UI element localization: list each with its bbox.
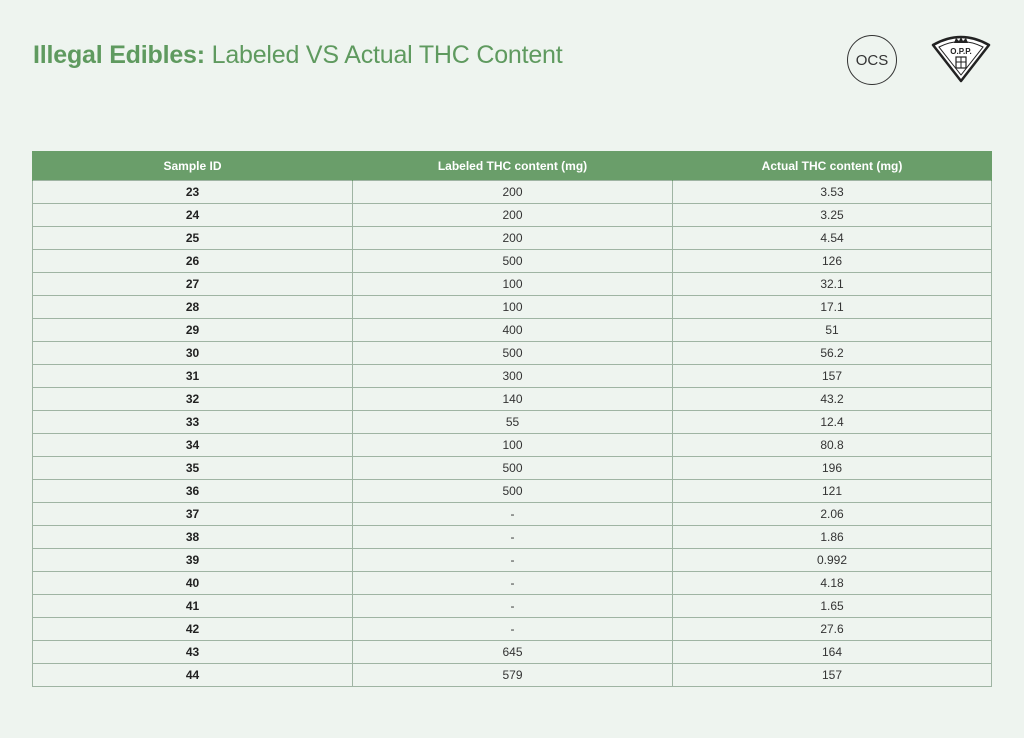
cell-sample-id: 35 bbox=[33, 457, 353, 480]
cell-labeled-thc: - bbox=[353, 526, 673, 549]
opp-logo bbox=[930, 33, 992, 83]
cell-actual-thc: 43.2 bbox=[673, 388, 992, 411]
cell-labeled-thc: 200 bbox=[353, 204, 673, 227]
cell-sample-id: 42 bbox=[33, 618, 353, 641]
cell-sample-id: 43 bbox=[33, 641, 353, 664]
cell-actual-thc: 80.8 bbox=[673, 434, 992, 457]
table-row bbox=[33, 342, 992, 365]
cell-actual-thc: 1.86 bbox=[673, 526, 992, 549]
cell-actual-thc: 56.2 bbox=[673, 342, 992, 365]
header-actual-thc: Actual THC content (mg) bbox=[673, 151, 992, 181]
table-row bbox=[33, 549, 992, 572]
cell-actual-thc: 3.25 bbox=[673, 204, 992, 227]
cell-actual-thc: 196 bbox=[673, 457, 992, 480]
svg-text:O.P.P.: O.P.P. bbox=[950, 47, 972, 56]
table-row bbox=[33, 181, 992, 204]
table-row bbox=[33, 618, 992, 641]
cell-actual-thc: 157 bbox=[673, 664, 992, 687]
cell-sample-id: 25 bbox=[33, 227, 353, 250]
cell-actual-thc: 12.4 bbox=[673, 411, 992, 434]
cell-labeled-thc: - bbox=[353, 595, 673, 618]
table-row bbox=[33, 526, 992, 549]
cell-actual-thc: 4.54 bbox=[673, 227, 992, 250]
cell-sample-id: 24 bbox=[33, 204, 353, 227]
table-row bbox=[33, 204, 992, 227]
table-row bbox=[33, 664, 992, 687]
cell-actual-thc: 27.6 bbox=[673, 618, 992, 641]
cell-labeled-thc: 500 bbox=[353, 250, 673, 273]
cell-sample-id: 26 bbox=[33, 250, 353, 273]
table-row bbox=[33, 480, 992, 503]
cell-labeled-thc: - bbox=[353, 503, 673, 526]
cell-actual-thc: 157 bbox=[673, 365, 992, 388]
cell-sample-id: 23 bbox=[33, 181, 353, 204]
cell-sample-id: 34 bbox=[33, 434, 353, 457]
table-row bbox=[33, 319, 992, 342]
cell-actual-thc: 164 bbox=[673, 641, 992, 664]
cell-labeled-thc: - bbox=[353, 572, 673, 595]
cell-sample-id: 44 bbox=[33, 664, 353, 687]
cell-sample-id: 36 bbox=[33, 480, 353, 503]
cell-actual-thc: 17.1 bbox=[673, 296, 992, 319]
thc-table bbox=[32, 151, 992, 687]
table-row bbox=[33, 296, 992, 319]
cell-sample-id: 27 bbox=[33, 273, 353, 296]
cell-labeled-thc: 400 bbox=[353, 319, 673, 342]
table-row bbox=[33, 273, 992, 296]
cell-sample-id: 40 bbox=[33, 572, 353, 595]
header-labeled-thc: Labeled THC content (mg) bbox=[353, 151, 673, 181]
cell-sample-id: 29 bbox=[33, 319, 353, 342]
cell-labeled-thc: 500 bbox=[353, 480, 673, 503]
cell-labeled-thc: 500 bbox=[353, 457, 673, 480]
cell-sample-id: 38 bbox=[33, 526, 353, 549]
cell-labeled-thc: 55 bbox=[353, 411, 673, 434]
cell-sample-id: 37 bbox=[33, 503, 353, 526]
cell-sample-id: 39 bbox=[33, 549, 353, 572]
cell-labeled-thc: 579 bbox=[353, 664, 673, 687]
table-row bbox=[33, 503, 992, 526]
table-body bbox=[33, 181, 992, 687]
cell-sample-id: 32 bbox=[33, 388, 353, 411]
table-row bbox=[33, 641, 992, 664]
table-row bbox=[33, 572, 992, 595]
table-row bbox=[33, 250, 992, 273]
cell-actual-thc: 126 bbox=[673, 250, 992, 273]
cell-labeled-thc: - bbox=[353, 549, 673, 572]
cell-labeled-thc: 100 bbox=[353, 273, 673, 296]
cell-labeled-thc: 200 bbox=[353, 227, 673, 250]
title-bold: Illegal Edibles: bbox=[33, 41, 205, 69]
cell-sample-id: 31 bbox=[33, 365, 353, 388]
cell-actual-thc: 2.06 bbox=[673, 503, 992, 526]
cell-sample-id: 33 bbox=[33, 411, 353, 434]
table-row bbox=[33, 457, 992, 480]
cell-actual-thc: 32.1 bbox=[673, 273, 992, 296]
cell-actual-thc: 4.18 bbox=[673, 572, 992, 595]
title-rest: Labeled VS Actual THC Content bbox=[211, 41, 563, 69]
cell-labeled-thc: 140 bbox=[353, 388, 673, 411]
cell-labeled-thc: 300 bbox=[353, 365, 673, 388]
table-row bbox=[33, 388, 992, 411]
cell-actual-thc: 1.65 bbox=[673, 595, 992, 618]
page-title bbox=[33, 41, 563, 70]
ocs-logo-text: OCS bbox=[855, 51, 889, 69]
cell-actual-thc: 3.53 bbox=[673, 181, 992, 204]
cell-actual-thc: 0.992 bbox=[673, 549, 992, 572]
cell-labeled-thc: 100 bbox=[353, 296, 673, 319]
cell-labeled-thc: 200 bbox=[353, 181, 673, 204]
table-row bbox=[33, 365, 992, 388]
ocs-logo bbox=[847, 35, 897, 85]
table-row bbox=[33, 595, 992, 618]
table-row bbox=[33, 434, 992, 457]
table-header-row bbox=[33, 151, 992, 181]
header-sample-id: Sample ID bbox=[33, 151, 353, 181]
cell-labeled-thc: 645 bbox=[353, 641, 673, 664]
cell-actual-thc: 51 bbox=[673, 319, 992, 342]
table-row bbox=[33, 411, 992, 434]
cell-labeled-thc: 100 bbox=[353, 434, 673, 457]
cell-labeled-thc: - bbox=[353, 618, 673, 641]
cell-labeled-thc: 500 bbox=[353, 342, 673, 365]
table-row bbox=[33, 227, 992, 250]
cell-sample-id: 28 bbox=[33, 296, 353, 319]
cell-sample-id: 30 bbox=[33, 342, 353, 365]
cell-actual-thc: 121 bbox=[673, 480, 992, 503]
cell-sample-id: 41 bbox=[33, 595, 353, 618]
